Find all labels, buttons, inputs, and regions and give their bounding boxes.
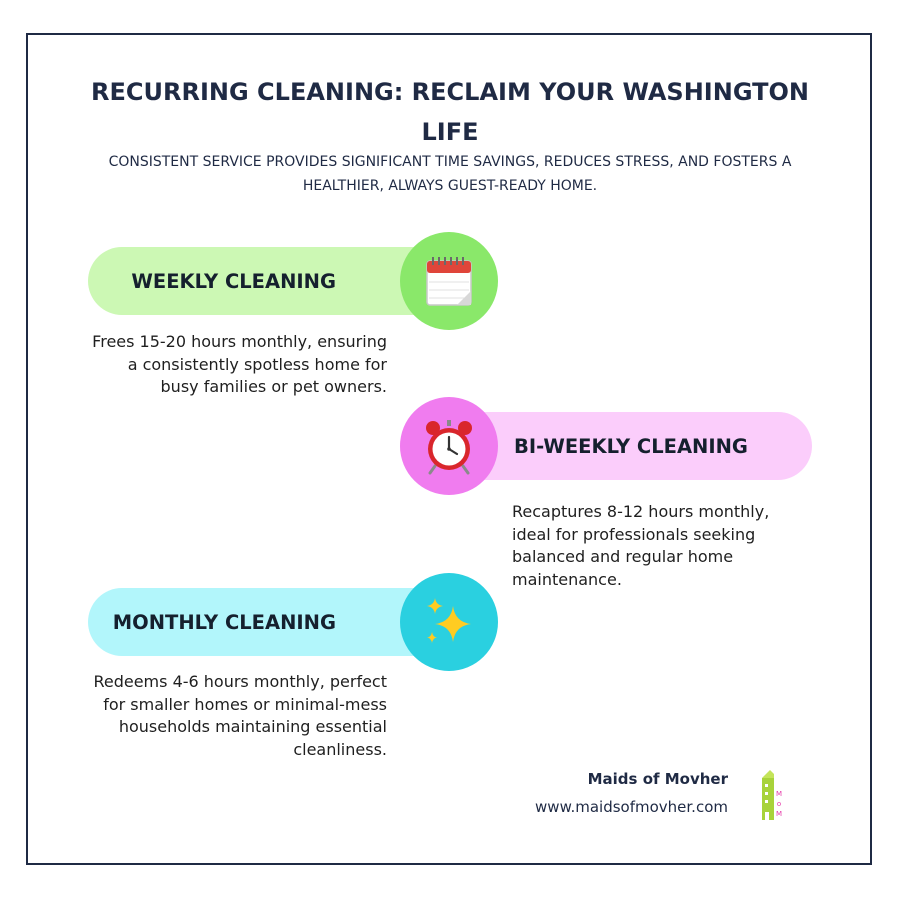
sparkles-icon bbox=[419, 592, 479, 652]
monthly-description: Redeems 4-6 hours monthly, perfect for smaller homes or minimal-mess households maintaining essential cleanliness. bbox=[93, 672, 387, 759]
biweekly-circle bbox=[400, 397, 498, 495]
weekly-description: Frees 15-20 hours monthly, ensuring a consistently spotless home for busy families or pet owners. bbox=[92, 332, 387, 396]
svg-text:M: M bbox=[775, 810, 783, 818]
monthly-pill bbox=[88, 588, 448, 656]
svg-text:M: M bbox=[775, 790, 783, 798]
calendar-icon bbox=[419, 251, 479, 311]
page-subtitle: CONSISTENT SERVICE PROVIDES SIGNIFICANT TIME SAVINGS, REDUCES STRESS, AND FOSTERS A HEALTHIER, ALWAYS GUEST-READY HOME. bbox=[108, 154, 792, 194]
biweekly-description: Recaptures 8-12 hours monthly, ideal for professionals seeking balanced and regular home maintenance. bbox=[512, 502, 770, 589]
building-logo-icon bbox=[760, 770, 786, 822]
alarm-clock-icon bbox=[419, 416, 479, 476]
biweekly-label: BI-WEEKLY CLEANING bbox=[514, 434, 748, 458]
weekly-pill bbox=[88, 247, 448, 315]
brand-name: Maids of Movher bbox=[587, 770, 728, 788]
monthly-circle bbox=[400, 573, 498, 671]
svg-text:o: o bbox=[776, 800, 782, 808]
brand-url[interactable]: www.maidsofmovher.com bbox=[535, 798, 728, 816]
monthly-label: MONTHLY CLEANING bbox=[112, 610, 336, 634]
weekly-circle bbox=[400, 232, 498, 330]
page-title: RECURRING CLEANING: RECLAIM YOUR WASHINGTON LIFE bbox=[91, 78, 809, 146]
weekly-label: WEEKLY CLEANING bbox=[131, 269, 336, 293]
